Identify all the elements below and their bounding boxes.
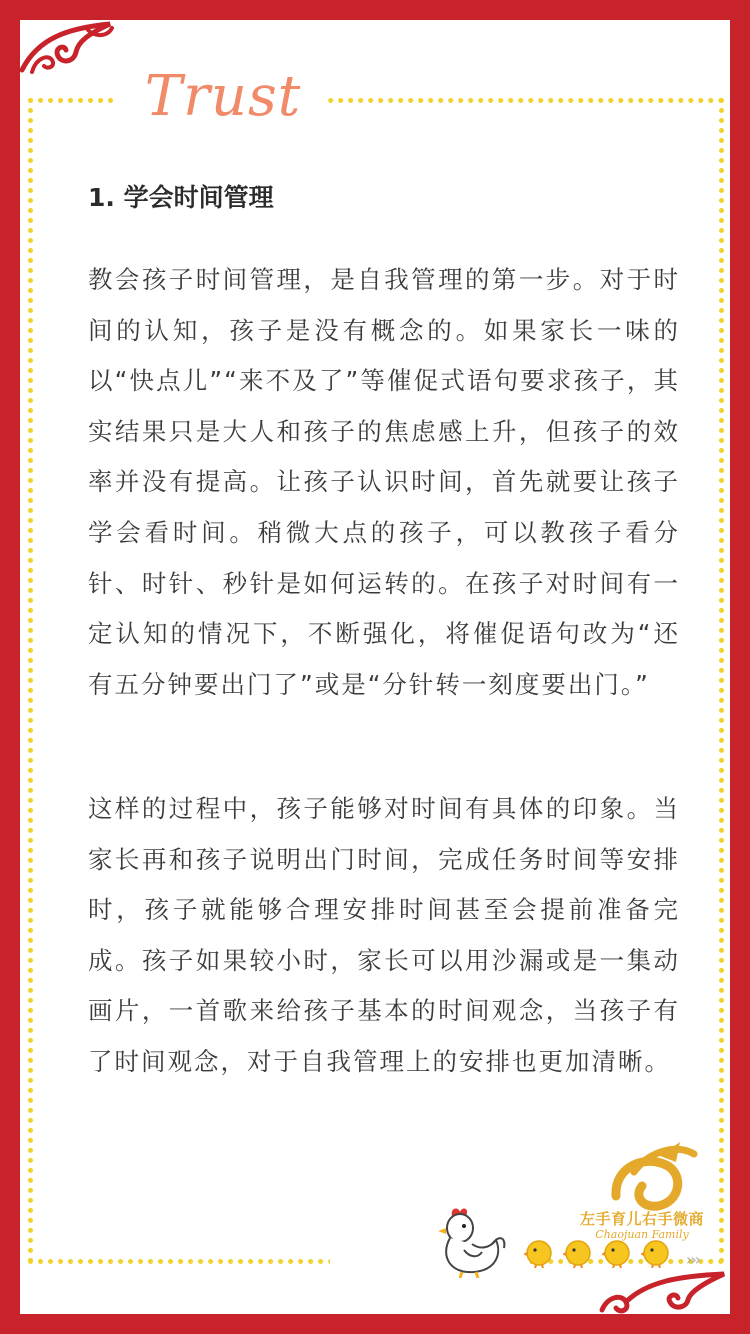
chick-icon [641, 1236, 671, 1268]
logo-name-en: Chaojuan Family [595, 1228, 689, 1241]
logo-name-cn: 左手育儿右手微商 [579, 1210, 704, 1228]
chick-icon [602, 1236, 632, 1268]
cloud-ornament-icon [18, 18, 118, 78]
chevron-right-icon: ››› [686, 1250, 700, 1269]
chick-icon [524, 1236, 554, 1268]
cloud-ornament-icon [598, 1270, 728, 1316]
hen-icon [430, 1204, 510, 1278]
paragraph-2: 这样的过程中，孩子能够对时间有具体的印象。当家长再和孩子说明出门时间，完成任务时间等安排时，孩子就能够合理安排时间甚至会提前准备完成。孩子如果较小时，家长可以用沙漏或是一集动画片，一首歌来给孩子基本的时间观念，当孩子有了时间观念，对于自我管理上的安排也更加清晰。 [88, 794, 680, 1076]
chick-icon [563, 1236, 593, 1268]
paragraph-1: 教会孩子时间管理，是自我管理的第一步。对于时间的认知，孩子是没有概念的。如果家长一味的以“快点儿”“来不及了”等催促式语句要求孩子，其实结果只是大人和孩子的焦虑感上升，但孩子的效率并没有提高。让孩子认识时间，首先就要让孩子学会看时间。稍微大点的孩子，可以教孩子看分针、时针、秒针是如何运转的。在孩子对时间有一定认知的情况下，不断强化，将催促语句改为“还有五分钟要出门了”或是“分针转一刻度要出门。” [88, 265, 680, 699]
section-heading: 1. 学会时间管理 [88, 183, 274, 212]
trust-banner-title: Trust [144, 64, 302, 129]
